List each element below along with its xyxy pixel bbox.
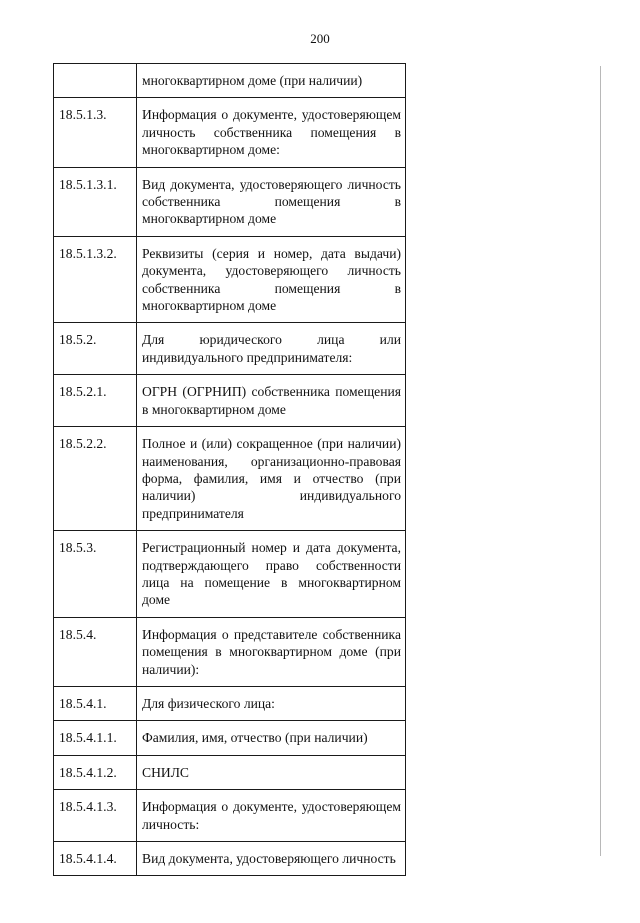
row-number: 18.5.4.1. xyxy=(54,686,137,720)
page-number: 200 xyxy=(310,31,330,46)
row-number: 18.5.2.1. xyxy=(54,375,137,427)
row-text: Вид документа, удостоверяющего личность собственника помещения в многоквартирном доме xyxy=(137,167,406,236)
table-row xyxy=(54,427,406,531)
row-number: 18.5.1.3. xyxy=(54,98,137,167)
row-number: 18.5.2. xyxy=(54,323,137,375)
table-row xyxy=(54,531,406,618)
table-row xyxy=(54,167,406,236)
row-number: 18.5.4.1.2. xyxy=(54,755,137,789)
row-number: 18.5.4. xyxy=(54,617,137,686)
row-text: Информация о документе, удостоверяющем личность: xyxy=(137,790,406,842)
requirements-table xyxy=(53,63,406,876)
table-row xyxy=(54,98,406,167)
table-row xyxy=(54,755,406,789)
table-row xyxy=(54,375,406,427)
table-row xyxy=(54,236,406,323)
row-number: 18.5.4.1.3. xyxy=(54,790,137,842)
row-text: СНИЛС xyxy=(137,755,406,789)
scan-margin-line xyxy=(600,66,601,856)
row-text: Для юридического лица или индивидуального предпринимателя: xyxy=(137,323,406,375)
row-number: 18.5.1.3.2. xyxy=(54,236,137,323)
row-text: Реквизиты (серия и номер, дата выдачи) документа, удостоверяющего личность собственника помещения в многоквартирном доме xyxy=(137,236,406,323)
row-text: Фамилия, имя, отчество (при наличии) xyxy=(137,721,406,755)
row-number xyxy=(54,64,137,98)
table-row xyxy=(54,323,406,375)
row-text: Информация о представителе собственника помещения в многоквартирном доме (при наличии): xyxy=(137,617,406,686)
table-row xyxy=(54,842,406,876)
row-text: Регистрационный номер и дата документа, подтверждающего право собственности лица на помещение в многоквартирном доме xyxy=(137,531,406,618)
row-text: Полное и (или) сокращенное (при наличии) наименования, организационно-правовая форма, фамилия, имя и отчество (при наличии) индивидуального предпринимателя xyxy=(137,427,406,531)
row-text: Для физического лица: xyxy=(137,686,406,720)
row-text: многоквартирном доме (при наличии) xyxy=(137,64,406,98)
table-row xyxy=(54,617,406,686)
row-number: 18.5.1.3.1. xyxy=(54,167,137,236)
row-number: 18.5.4.1.1. xyxy=(54,721,137,755)
row-number: 18.5.2.2. xyxy=(54,427,137,531)
table-row xyxy=(54,686,406,720)
table-row xyxy=(54,721,406,755)
table-row xyxy=(54,790,406,842)
table-row xyxy=(54,64,406,98)
row-text: Вид документа, удостоверяющего личность xyxy=(137,842,406,876)
row-number: 18.5.3. xyxy=(54,531,137,618)
row-text: Информация о документе, удостоверяющем личность собственника помещения в многоквартирном доме: xyxy=(137,98,406,167)
row-number: 18.5.4.1.4. xyxy=(54,842,137,876)
row-text: ОГРН (ОГРНИП) собственника помещения в многоквартирном доме xyxy=(137,375,406,427)
